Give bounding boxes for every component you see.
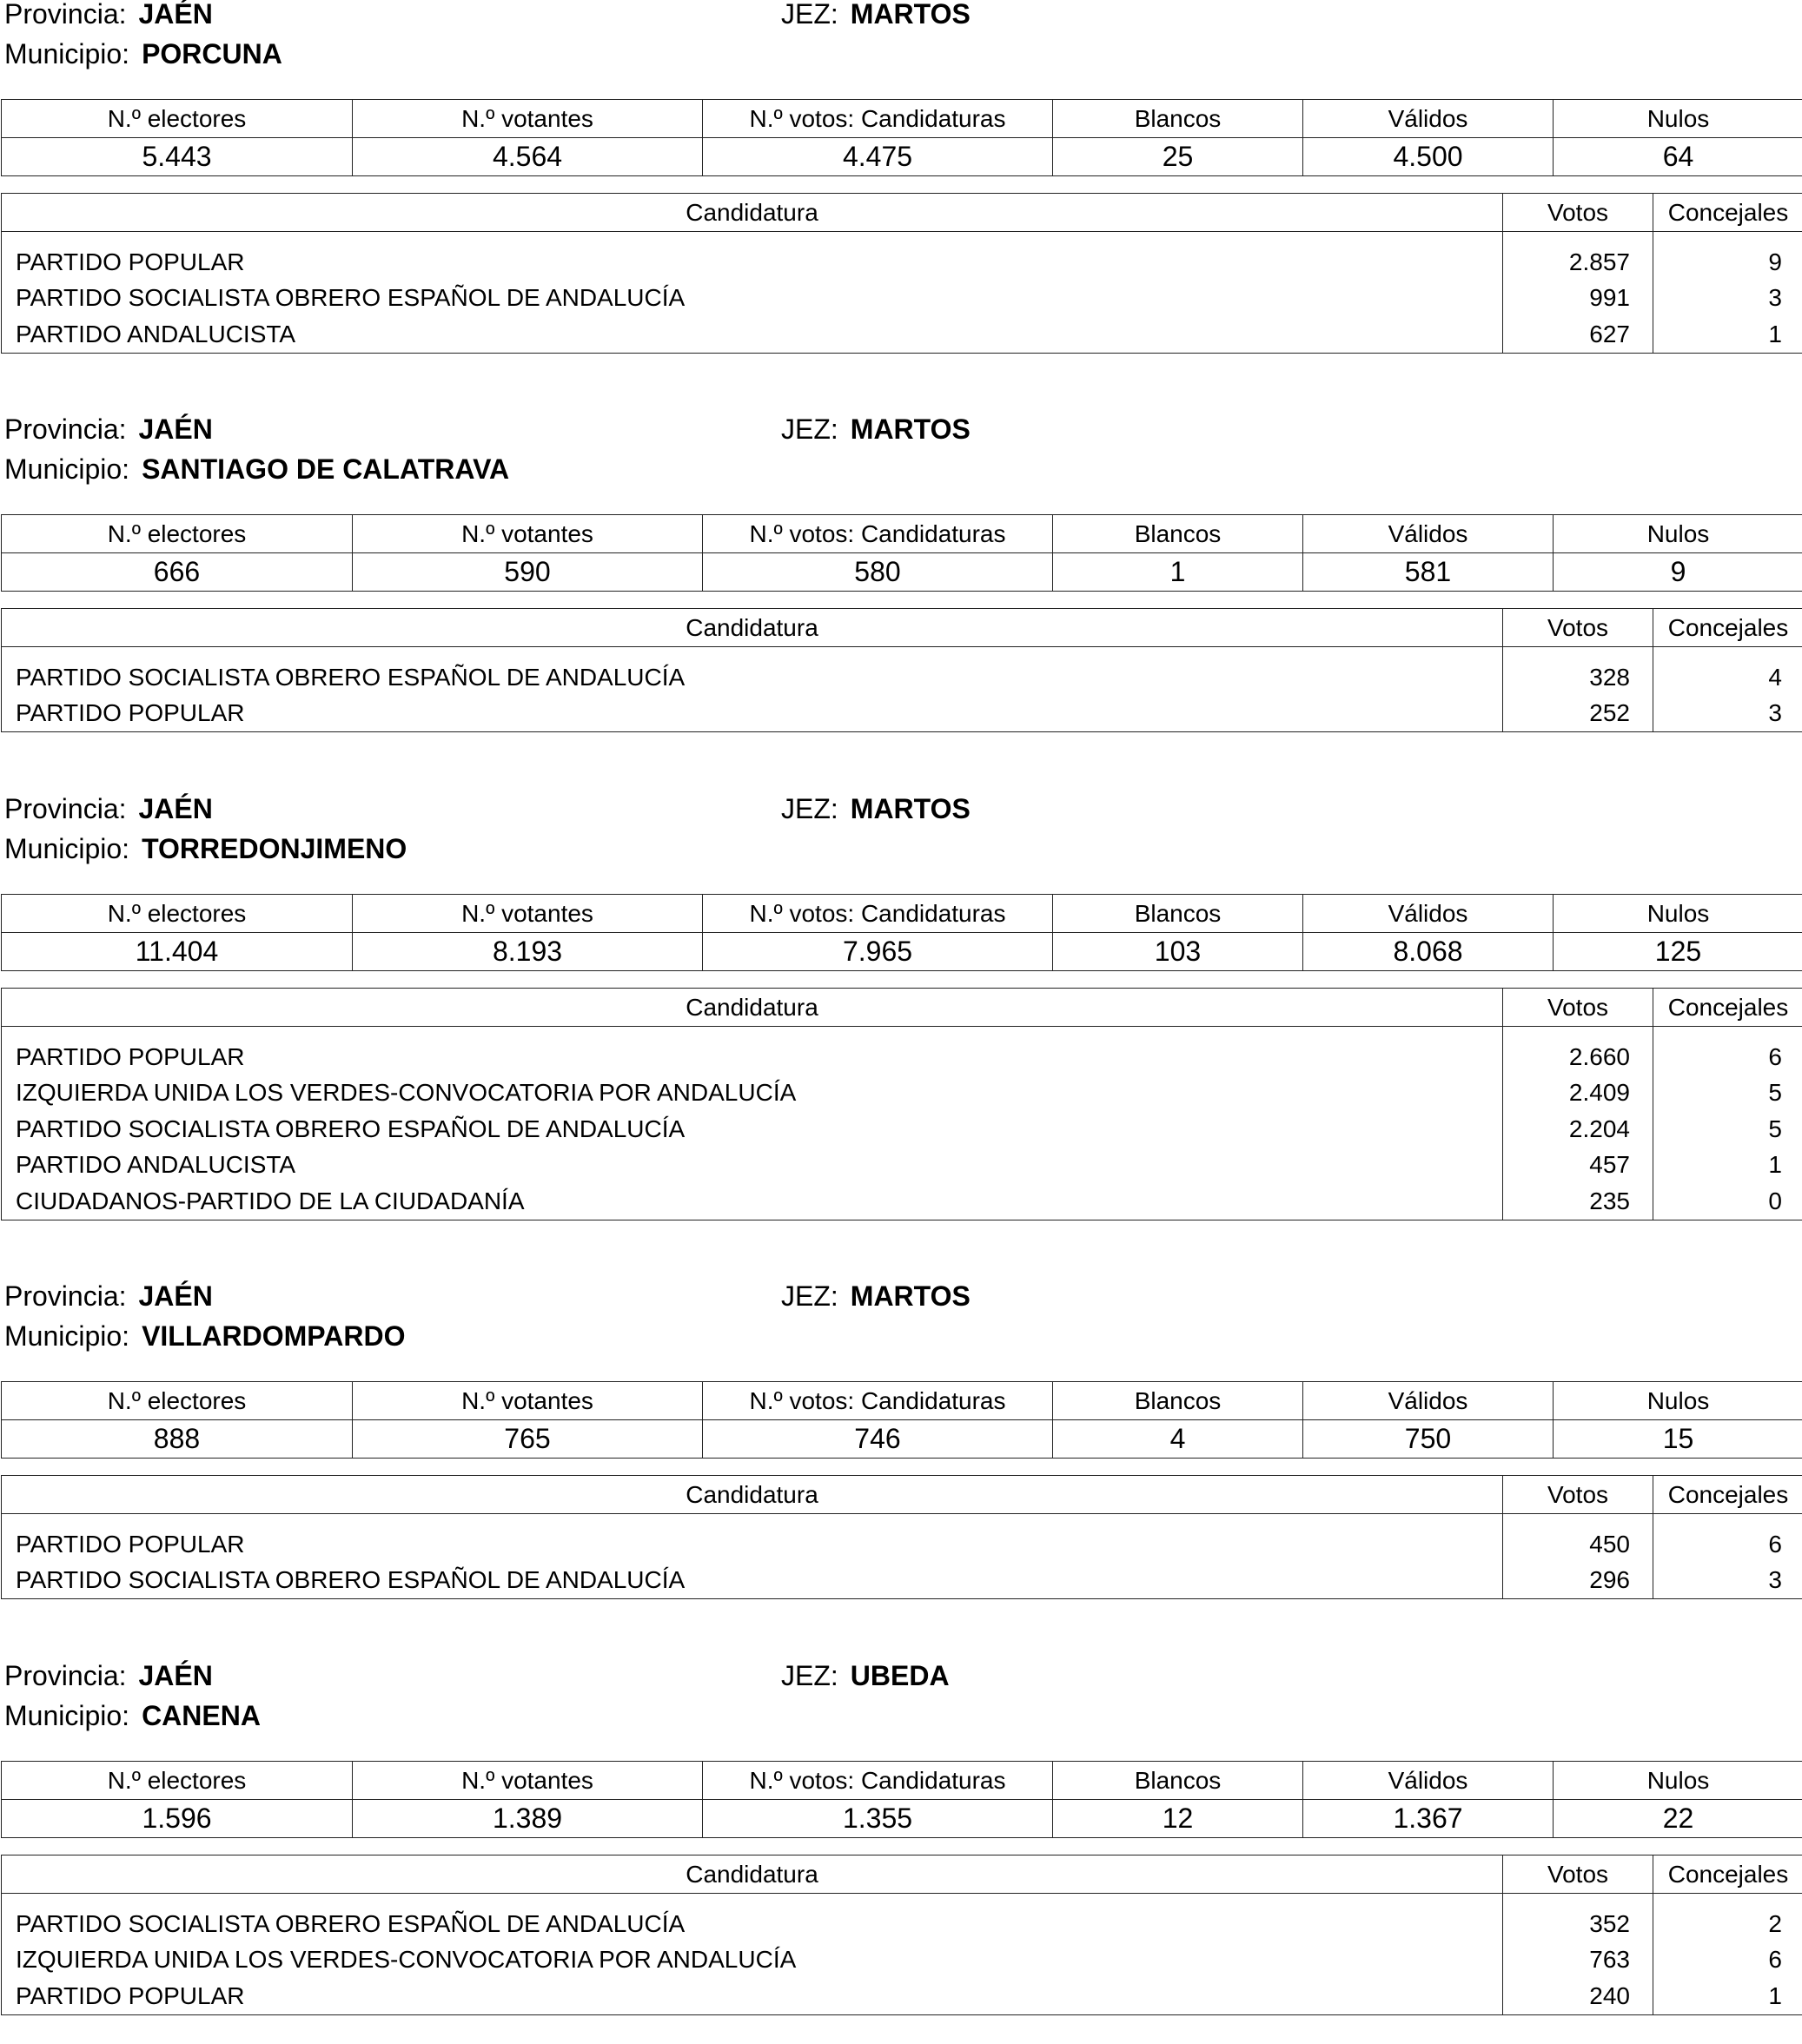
candidature-councillors: 1 bbox=[1653, 1978, 1802, 2014]
candidature-name: PARTIDO SOCIALISTA OBRERO ESPAÑOL DE ANDALUCÍA bbox=[2, 281, 1503, 317]
spacer-cell bbox=[1653, 647, 1802, 660]
jez-value: UBEDA bbox=[851, 1660, 950, 1691]
provincia-label: Provincia: bbox=[4, 413, 127, 445]
municipio-value: SANTIAGO DE CALATRAVA bbox=[142, 453, 509, 485]
stats-header-cell: N.º votantes bbox=[353, 895, 703, 933]
provincia-line bbox=[4, 1658, 213, 1693]
candidature-councillors: 2 bbox=[1653, 1906, 1802, 1942]
stats-header-row bbox=[2, 895, 1802, 933]
stats-header-cell: Nulos bbox=[1554, 100, 1802, 138]
candidatures-header-cell: Concejales bbox=[1653, 989, 1802, 1027]
candidature-row bbox=[2, 1183, 1802, 1220]
spacer-row bbox=[2, 1027, 1802, 1040]
candidatures-header-cell: Candidatura bbox=[2, 989, 1503, 1027]
candidature-votes: 450 bbox=[1503, 1526, 1653, 1563]
candidature-votes: 2.857 bbox=[1503, 244, 1653, 281]
candidature-row bbox=[2, 244, 1802, 281]
stats-value-cell: 22 bbox=[1554, 1800, 1802, 1838]
candidature-row bbox=[2, 1111, 1802, 1148]
stats-value-row bbox=[2, 933, 1802, 971]
stats-value-row bbox=[2, 553, 1802, 592]
candidature-councillors: 3 bbox=[1653, 281, 1802, 317]
stats-header-cell: N.º votos: Candidaturas bbox=[703, 1762, 1053, 1800]
stats-value-row bbox=[2, 1800, 1802, 1838]
candidatures-header-row bbox=[2, 1476, 1802, 1514]
municipio-line bbox=[4, 452, 509, 486]
stats-value-cell: 4.475 bbox=[703, 138, 1053, 176]
jez-label: JEZ: bbox=[781, 0, 838, 30]
provincia-value: JAÉN bbox=[139, 0, 213, 30]
spacer-cell bbox=[2, 647, 1503, 660]
candidature-votes: 240 bbox=[1503, 1978, 1653, 2014]
stats-header-cell: N.º electores bbox=[2, 515, 353, 553]
candidature-name: PARTIDO POPULAR bbox=[2, 1526, 1503, 1563]
stats-value-cell: 1.355 bbox=[703, 1800, 1053, 1838]
candidature-votes: 763 bbox=[1503, 1942, 1653, 1979]
candidatures-header-cell: Votos bbox=[1503, 989, 1653, 1027]
candidature-row bbox=[2, 1039, 1802, 1075]
candidature-councillors: 4 bbox=[1653, 659, 1802, 696]
candidatures-table bbox=[1, 193, 1802, 354]
stats-table bbox=[1, 514, 1802, 592]
stats-header-cell: Válidos bbox=[1303, 895, 1554, 933]
stats-header-cell: Válidos bbox=[1303, 515, 1554, 553]
jez-label: JEZ: bbox=[781, 1660, 838, 1691]
spacer-cell bbox=[1503, 1027, 1653, 1040]
candidatures-header-cell: Votos bbox=[1503, 1855, 1653, 1894]
candidature-row bbox=[2, 1978, 1802, 2014]
stats-value-cell: 581 bbox=[1303, 553, 1554, 592]
jez-value: MARTOS bbox=[851, 793, 971, 824]
stats-value-cell: 8.068 bbox=[1303, 933, 1554, 971]
candidature-votes: 2.660 bbox=[1503, 1039, 1653, 1075]
stats-header-cell: N.º votos: Candidaturas bbox=[703, 895, 1053, 933]
jez-line bbox=[781, 412, 971, 447]
stats-table bbox=[1, 894, 1802, 971]
candidatures-header-cell: Concejales bbox=[1653, 1855, 1802, 1894]
municipio-label: Municipio: bbox=[4, 1700, 129, 1731]
candidature-votes: 328 bbox=[1503, 659, 1653, 696]
municipio-label: Municipio: bbox=[4, 38, 129, 69]
candidatures-header-cell: Candidatura bbox=[2, 609, 1503, 647]
stats-value-cell: 15 bbox=[1554, 1420, 1802, 1459]
stats-value-cell: 8.193 bbox=[353, 933, 703, 971]
municipality-block bbox=[0, 1282, 1802, 1664]
stats-header-cell: N.º votos: Candidaturas bbox=[703, 100, 1053, 138]
stats-value-cell: 1.367 bbox=[1303, 1800, 1554, 1838]
stats-header-cell: N.º electores bbox=[2, 895, 353, 933]
candidature-row bbox=[2, 696, 1802, 732]
candidatures-header-cell: Candidatura bbox=[2, 194, 1503, 232]
provincia-label: Provincia: bbox=[4, 1280, 127, 1312]
provincia-label: Provincia: bbox=[4, 793, 127, 824]
stats-header-cell: Nulos bbox=[1554, 895, 1802, 933]
candidature-name: IZQUIERDA UNIDA LOS VERDES-CONVOCATORIA POR ANDALUCÍA bbox=[2, 1942, 1503, 1979]
municipality-block bbox=[0, 795, 1802, 1177]
candidature-councillors: 5 bbox=[1653, 1075, 1802, 1112]
candidatures-header-cell: Votos bbox=[1503, 1476, 1653, 1514]
municipio-line bbox=[4, 831, 407, 866]
jez-value: MARTOS bbox=[851, 0, 971, 30]
municipio-value: PORCUNA bbox=[142, 38, 282, 69]
candidature-name: PARTIDO POPULAR bbox=[2, 244, 1503, 281]
candidature-votes: 627 bbox=[1503, 316, 1653, 353]
candidatures-header-cell: Votos bbox=[1503, 194, 1653, 232]
provincia-value: JAÉN bbox=[139, 413, 213, 445]
spacer-cell bbox=[1653, 232, 1802, 245]
candidature-councillors: 3 bbox=[1653, 696, 1802, 732]
stats-table bbox=[1, 99, 1802, 176]
municipio-line bbox=[4, 1698, 261, 1733]
jez-label: JEZ: bbox=[781, 793, 838, 824]
candidature-votes: 2.409 bbox=[1503, 1075, 1653, 1112]
stats-header-row bbox=[2, 1762, 1802, 1800]
spacer-row bbox=[2, 232, 1802, 245]
municipality-block bbox=[0, 0, 1802, 382]
provincia-line bbox=[4, 1279, 213, 1313]
stats-value-cell: 666 bbox=[2, 553, 353, 592]
provincia-label: Provincia: bbox=[4, 0, 127, 30]
stats-value-cell: 750 bbox=[1303, 1420, 1554, 1459]
candidature-row bbox=[2, 1942, 1802, 1979]
candidature-councillors: 3 bbox=[1653, 1563, 1802, 1599]
spacer-cell bbox=[2, 1514, 1503, 1527]
jez-label: JEZ: bbox=[781, 1280, 838, 1312]
candidatures-header-cell: Concejales bbox=[1653, 1476, 1802, 1514]
provincia-value: JAÉN bbox=[139, 1660, 213, 1691]
municipio-label: Municipio: bbox=[4, 833, 129, 864]
jez-value: MARTOS bbox=[851, 1280, 971, 1312]
candidature-name: PARTIDO ANDALUCISTA bbox=[2, 1148, 1503, 1184]
spacer-cell bbox=[2, 1027, 1503, 1040]
candidature-councillors: 5 bbox=[1653, 1111, 1802, 1148]
stats-value-cell: 25 bbox=[1053, 138, 1303, 176]
candidature-row bbox=[2, 659, 1802, 696]
candidatures-header-row bbox=[2, 1855, 1802, 1894]
candidature-row bbox=[2, 1906, 1802, 1942]
candidatures-table bbox=[1, 1475, 1802, 1599]
stats-header-row bbox=[2, 100, 1802, 138]
provincia-label: Provincia: bbox=[4, 1660, 127, 1691]
jez-label: JEZ: bbox=[781, 413, 838, 445]
spacer-cell bbox=[1653, 1894, 1802, 1907]
candidatures-header-cell: Candidatura bbox=[2, 1855, 1503, 1894]
jez-line bbox=[781, 1658, 950, 1693]
stats-header-cell: Blancos bbox=[1053, 1762, 1303, 1800]
spacer-cell bbox=[1503, 1894, 1653, 1907]
spacer-row bbox=[2, 1514, 1802, 1527]
candidatures-header-row bbox=[2, 989, 1802, 1027]
stats-header-cell: N.º electores bbox=[2, 100, 353, 138]
candidatures-header-cell: Concejales bbox=[1653, 194, 1802, 232]
spacer-cell bbox=[1653, 1027, 1802, 1040]
candidature-name: PARTIDO SOCIALISTA OBRERO ESPAÑOL DE ANDALUCÍA bbox=[2, 1563, 1503, 1599]
municipio-line bbox=[4, 1319, 405, 1353]
municipio-label: Municipio: bbox=[4, 453, 129, 485]
municipio-value: TORREDONJIMENO bbox=[142, 833, 407, 864]
spacer-cell bbox=[1503, 1514, 1653, 1527]
jez-line bbox=[781, 0, 971, 31]
stats-value-cell: 4 bbox=[1053, 1420, 1303, 1459]
candidature-councillors: 6 bbox=[1653, 1942, 1802, 1979]
candidature-councillors: 1 bbox=[1653, 1148, 1802, 1184]
stats-value-cell: 765 bbox=[353, 1420, 703, 1459]
stats-header-cell: N.º votos: Candidaturas bbox=[703, 515, 1053, 553]
stats-value-cell: 590 bbox=[353, 553, 703, 592]
stats-value-cell: 125 bbox=[1554, 933, 1802, 971]
stats-header-cell: Nulos bbox=[1554, 515, 1802, 553]
spacer-row bbox=[2, 647, 1802, 660]
stats-header-cell: Válidos bbox=[1303, 1382, 1554, 1420]
stats-value-cell: 1 bbox=[1053, 553, 1303, 592]
stats-header-cell: N.º votantes bbox=[353, 1382, 703, 1420]
candidature-row bbox=[2, 1075, 1802, 1112]
stats-value-cell: 580 bbox=[703, 553, 1053, 592]
stats-value-cell: 888 bbox=[2, 1420, 353, 1459]
stats-header-row bbox=[2, 515, 1802, 553]
stats-value-cell: 4.564 bbox=[353, 138, 703, 176]
candidature-name: PARTIDO POPULAR bbox=[2, 1978, 1503, 2014]
provincia-value: JAÉN bbox=[139, 1280, 213, 1312]
stats-header-cell: N.º electores bbox=[2, 1762, 353, 1800]
candidature-row bbox=[2, 281, 1802, 317]
candidatures-table bbox=[1, 988, 1802, 1220]
candidature-councillors: 6 bbox=[1653, 1526, 1802, 1563]
spacer-cell bbox=[2, 232, 1503, 245]
stats-value-cell: 103 bbox=[1053, 933, 1303, 971]
candidature-councillors: 9 bbox=[1653, 244, 1802, 281]
stats-header-cell: Blancos bbox=[1053, 515, 1303, 553]
candidatures-table bbox=[1, 1855, 1802, 2015]
stats-header-cell: N.º votantes bbox=[353, 100, 703, 138]
candidature-votes: 2.204 bbox=[1503, 1111, 1653, 1148]
stats-header-cell: N.º electores bbox=[2, 1382, 353, 1420]
stats-header-cell: Válidos bbox=[1303, 100, 1554, 138]
stats-value-row bbox=[2, 138, 1802, 176]
candidature-name: PARTIDO POPULAR bbox=[2, 696, 1503, 732]
candidatures-table bbox=[1, 608, 1802, 732]
stats-value-cell: 12 bbox=[1053, 1800, 1303, 1838]
municipio-value: CANENA bbox=[142, 1700, 261, 1731]
stats-header-cell: N.º votos: Candidaturas bbox=[703, 1382, 1053, 1420]
candidature-row bbox=[2, 1148, 1802, 1184]
stats-table bbox=[1, 1381, 1802, 1459]
candidature-name: PARTIDO ANDALUCISTA bbox=[2, 316, 1503, 353]
candidature-name: PARTIDO POPULAR bbox=[2, 1039, 1503, 1075]
stats-header-cell: Blancos bbox=[1053, 100, 1303, 138]
candidature-votes: 457 bbox=[1503, 1148, 1653, 1184]
candidatures-header-cell: Candidatura bbox=[2, 1476, 1503, 1514]
provincia-line bbox=[4, 412, 213, 447]
candidatures-header-row bbox=[2, 609, 1802, 647]
spacer-cell bbox=[2, 1894, 1503, 1907]
stats-value-cell: 11.404 bbox=[2, 933, 353, 971]
candidatures-header-cell: Votos bbox=[1503, 609, 1653, 647]
candidature-votes: 252 bbox=[1503, 696, 1653, 732]
stats-value-cell: 1.596 bbox=[2, 1800, 353, 1838]
stats-header-cell: Blancos bbox=[1053, 895, 1303, 933]
stats-value-row bbox=[2, 1420, 1802, 1459]
jez-value: MARTOS bbox=[851, 413, 971, 445]
candidature-row bbox=[2, 316, 1802, 353]
stats-value-cell: 1.389 bbox=[353, 1800, 703, 1838]
spacer-cell bbox=[1503, 232, 1653, 245]
candidature-name: PARTIDO SOCIALISTA OBRERO ESPAÑOL DE ANDALUCÍA bbox=[2, 1906, 1503, 1942]
stats-value-cell: 5.443 bbox=[2, 138, 353, 176]
stats-value-cell: 64 bbox=[1554, 138, 1802, 176]
candidature-votes: 991 bbox=[1503, 281, 1653, 317]
candidature-name: PARTIDO SOCIALISTA OBRERO ESPAÑOL DE ANDALUCÍA bbox=[2, 659, 1503, 696]
candidature-councillors: 0 bbox=[1653, 1183, 1802, 1220]
candidature-name: PARTIDO SOCIALISTA OBRERO ESPAÑOL DE ANDALUCÍA bbox=[2, 1111, 1503, 1148]
stats-value-cell: 746 bbox=[703, 1420, 1053, 1459]
stats-table bbox=[1, 1761, 1802, 1838]
candidature-name: CIUDADANOS-PARTIDO DE LA CIUDADANÍA bbox=[2, 1183, 1503, 1220]
candidature-votes: 352 bbox=[1503, 1906, 1653, 1942]
candidature-councillors: 1 bbox=[1653, 316, 1802, 353]
municipio-line bbox=[4, 36, 282, 71]
spacer-row bbox=[2, 1894, 1802, 1907]
municipio-value: VILLARDOMPARDO bbox=[142, 1320, 405, 1352]
jez-line bbox=[781, 1279, 971, 1313]
stats-header-cell: N.º votantes bbox=[353, 1762, 703, 1800]
stats-header-row bbox=[2, 1382, 1802, 1420]
stats-header-cell: Nulos bbox=[1554, 1382, 1802, 1420]
provincia-line bbox=[4, 791, 213, 826]
stats-header-cell: Válidos bbox=[1303, 1762, 1554, 1800]
candidatures-header-cell: Concejales bbox=[1653, 609, 1802, 647]
candidature-votes: 235 bbox=[1503, 1183, 1653, 1220]
provincia-line bbox=[4, 0, 213, 31]
candidature-name: IZQUIERDA UNIDA LOS VERDES-CONVOCATORIA POR ANDALUCÍA bbox=[2, 1075, 1503, 1112]
candidature-councillors: 6 bbox=[1653, 1039, 1802, 1075]
municipality-block bbox=[0, 1662, 1802, 2044]
stats-value-cell: 4.500 bbox=[1303, 138, 1554, 176]
candidature-row bbox=[2, 1526, 1802, 1563]
candidature-row bbox=[2, 1563, 1802, 1599]
stats-header-cell: Nulos bbox=[1554, 1762, 1802, 1800]
provincia-value: JAÉN bbox=[139, 793, 213, 824]
spacer-cell bbox=[1653, 1514, 1802, 1527]
stats-header-cell: N.º votantes bbox=[353, 515, 703, 553]
stats-value-cell: 9 bbox=[1554, 553, 1802, 592]
candidature-votes: 296 bbox=[1503, 1563, 1653, 1599]
candidatures-header-row bbox=[2, 194, 1802, 232]
stats-value-cell: 7.965 bbox=[703, 933, 1053, 971]
spacer-cell bbox=[1503, 647, 1653, 660]
jez-line bbox=[781, 791, 971, 826]
municipio-label: Municipio: bbox=[4, 1320, 129, 1352]
municipality-block bbox=[0, 415, 1802, 797]
stats-header-cell: Blancos bbox=[1053, 1382, 1303, 1420]
